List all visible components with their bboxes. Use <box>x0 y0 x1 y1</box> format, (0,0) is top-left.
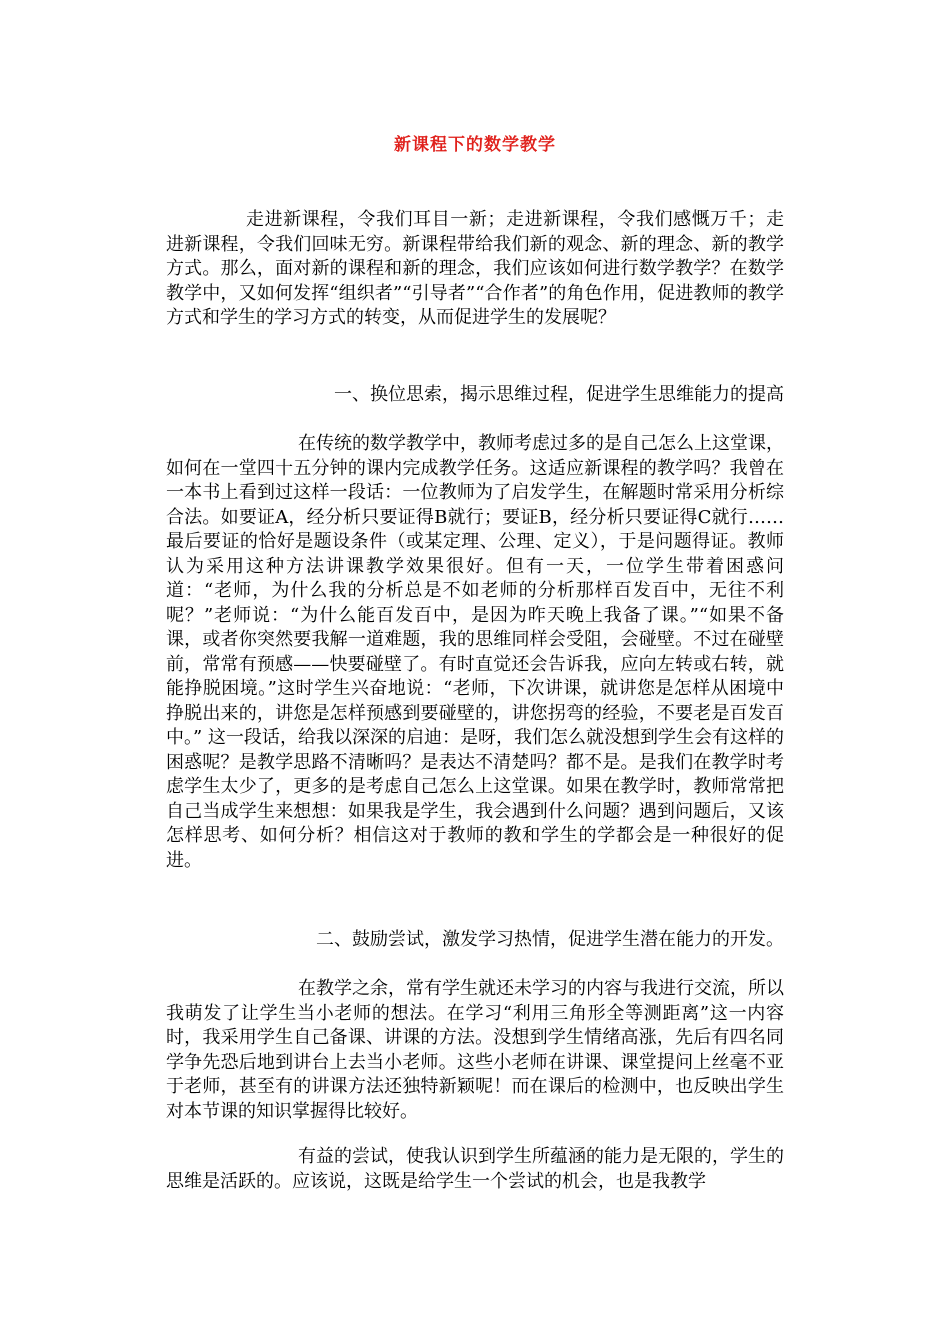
section-2-paragraph-2: 有益的尝试，使我认识到学生所蕴涵的能力是无限的，学生的思维是活跃的。应该说，这既是给学生一个尝试的机会，也是我教学 <box>166 1146 784 1192</box>
section-2-heading: 二、鼓励尝试，激发学习热情，促进学生潜在能力的开发。 <box>316 929 784 950</box>
intro-paragraph: 走进新课程，令我们耳目一新；走进新课程，令我们感慨万千；走进新课程，令我们回味无穷。新课程带给我们新的观念、新的理念、新的教学方式。那么，面对新的课程和新的理念，我们应该如何进行数学教学？在数学教学中，又如何发挥“组织者”“引导者”“合作者”的角色作用，促进教师的教学方式和学生的学习方式的转变，从而促进学生的发展呢？ <box>166 209 784 328</box>
section-1-paragraph: 在传统的数学教学中，教师考虑过多的是自己怎么上这堂课，如何在一堂四十五分钟的课内完成教学任务。这适应新课程的教学吗？我曾在一本书上看到过这样一段话：一位教师为了启发学生，在解题时常采用分析综合法。如要证A，经分析只要证得B就行；要证B，经分析只要证得C就行……最后要证的恰好是题设条件（或某定理、公理、定义），于是问题得证。教师认为采用这种方法讲课教学效果很好。但有一天，一位学生带着困惑问道：“老师，为什么我的分析总是不如老师的分析那样百发百中，无往不利呢？”老师说：“为什么能百发百中，是因为昨天晚上我备了课。”“如果不备课，或者你突然要我解一道难题，我的思维同样会受阻，会碰壁。不过在碰壁前，常常有预感——快要碰壁了。有时直觉还会告诉我，应向左转或右转，就能挣脱困境。”这时学生兴奋地说：“老师，下次讲课，就讲您是怎样从困境中挣脱出来的，讲您是怎样预感到要碰壁的，讲您拐弯的经验，不要老是百发百中。” 这一段话，给我以深深的启迪：是呀，我们怎么就没想到学生会有这样的困惑呢？是教学思路不清晰吗？是表达不清楚吗？都不是。是我们在教学时考虑学生太少了，更多的是考虑自己怎么上这堂课。如果在教学时，教师常常把自己当成学生来想想：如果我是学生，我会遇到什么问题？遇到问题后，又该怎样思考、如何分析？相信这对于教师的教和学生的学都会是一种很好的促进。 <box>166 433 784 871</box>
page-title: 新课程下的数学教学 <box>394 135 556 155</box>
section-1-heading: 一、换位思索，揭示思维过程，促进学生思维能力的提高 <box>334 384 784 405</box>
section-2-paragraph-1: 在教学之余，常有学生就还未学习的内容与我进行交流，所以我萌发了让学生当小老师的想法。在学习“利用三角形全等测距离”这一内容时，我采用学生自己备课、讲课的方法。没想到学生情绪高涨，先后有四名同学争先恐后地到讲台上去当小老师。这些小老师在讲课、课堂提问上丝毫不亚于老师，甚至有的讲课方法还独特新颖呢！而在课后的检测中，也反映出学生对本节课的知识掌握得比较好。 <box>166 978 784 1122</box>
